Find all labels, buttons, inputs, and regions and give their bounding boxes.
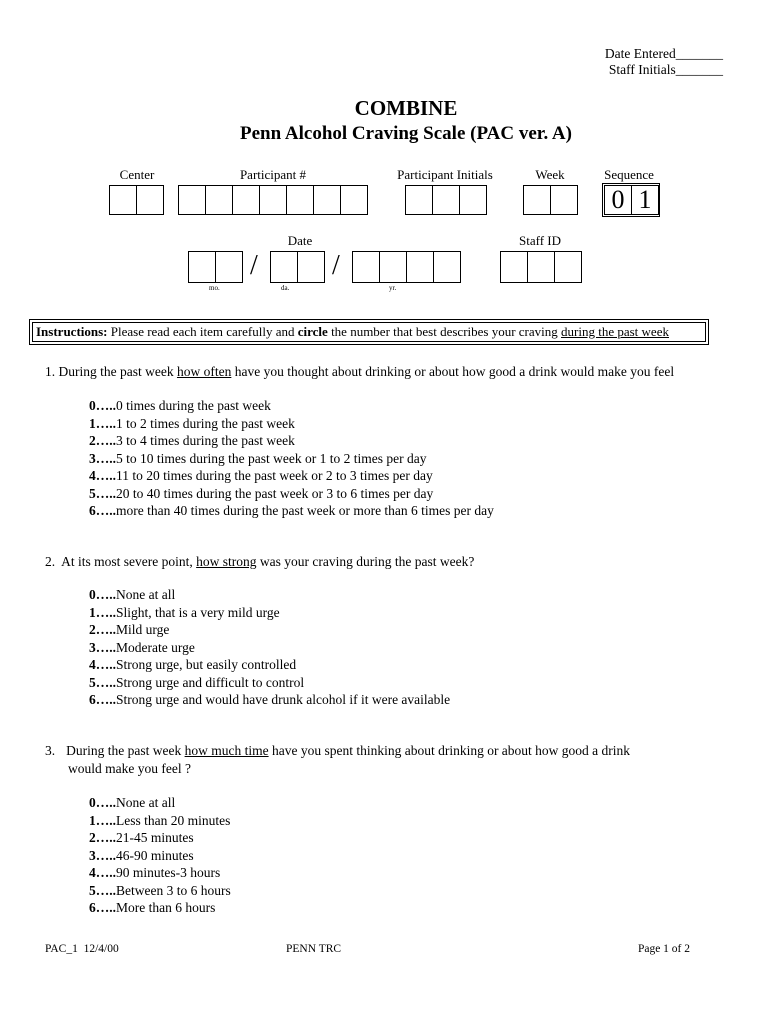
instructions-heading: Instructions: <box>36 324 108 339</box>
question-text: During the past week <box>66 743 185 758</box>
option-item[interactable]: 3…..Moderate urge <box>89 639 195 655</box>
center-boxes[interactable] <box>109 185 163 215</box>
option-item[interactable]: 2…..3 to 4 times during the past week <box>89 433 295 448</box>
instructions-circle: circle <box>297 324 328 339</box>
option-item[interactable]: 1…..Slight, that is a very mild urge <box>89 604 280 620</box>
center-label: Center <box>119 167 155 182</box>
date-label: Date <box>287 233 313 248</box>
question-1-options <box>89 397 494 520</box>
question-text: have you spent thinking about drinking or about how good a drink <box>268 743 631 758</box>
form-subtitle: Penn Alcohol Craving Scale (PAC ver. A) <box>240 123 572 144</box>
question-text-line2: would make you feel ? <box>68 761 191 776</box>
week-label: Week <box>535 167 565 182</box>
participant-num-box[interactable] <box>205 185 233 215</box>
mo-label: mo. <box>209 284 220 292</box>
day-box[interactable] <box>270 251 298 283</box>
initials-box[interactable] <box>459 185 487 215</box>
footer-right: Page 1 of 2 <box>637 943 690 955</box>
participant-initials-label: Participant Initials <box>397 167 493 182</box>
participant-num-box[interactable] <box>340 185 368 215</box>
date-slash-1: / <box>250 250 258 281</box>
option-item[interactable]: 6…..More than 6 hours <box>89 900 216 915</box>
initials-box[interactable] <box>432 185 460 215</box>
question-3-options <box>89 794 231 917</box>
option-item[interactable]: 2…..21-45 minutes <box>89 830 194 845</box>
year-box[interactable] <box>406 251 434 283</box>
staff-id-box[interactable] <box>500 251 528 283</box>
question-text: have you thought about drinking or about how good a drink would make you feel <box>231 364 675 379</box>
footer-center: PENN TRC <box>286 943 342 955</box>
footer-left: PAC_1 12/4/00 <box>45 943 119 955</box>
option-item[interactable]: 2…..Mild urge <box>89 622 170 637</box>
participant-num-box[interactable] <box>286 185 314 215</box>
year-box[interactable] <box>379 251 407 283</box>
center-box[interactable] <box>109 185 137 215</box>
month-box[interactable] <box>188 251 216 283</box>
question-3 <box>45 742 630 778</box>
participant-num-boxes[interactable] <box>178 185 367 215</box>
question-emphasis: how strong <box>196 554 257 569</box>
yr-label: yr. <box>389 284 397 292</box>
initials-box[interactable] <box>405 185 433 215</box>
year-box[interactable] <box>352 251 380 283</box>
participant-num-box[interactable] <box>178 185 206 215</box>
question-emphasis: how much time <box>184 743 269 758</box>
option-item[interactable]: 5…..Between 3 to 6 hours <box>89 882 231 898</box>
participant-num-label: Participant # <box>239 167 307 182</box>
option-item[interactable]: 0…..None at all <box>89 795 176 810</box>
question-2-options <box>89 586 450 709</box>
option-item[interactable]: 6…..more than 40 times during the past week or more than 6 times per day <box>89 503 494 518</box>
question-1 <box>45 363 674 381</box>
sequence-label: Sequence <box>604 167 654 182</box>
week-box[interactable] <box>550 185 578 215</box>
option-item[interactable]: 0…..None at all <box>89 587 176 602</box>
staff-id-box[interactable] <box>527 251 555 283</box>
date-entered-label: Date Entered_______ <box>604 46 723 61</box>
option-item[interactable]: 5…..Strong urge and difficult to control <box>89 674 305 690</box>
day-box[interactable] <box>297 251 325 283</box>
option-item[interactable]: 1…..1 to 2 times during the past week <box>89 415 295 431</box>
week-box[interactable] <box>523 185 551 215</box>
month-box[interactable] <box>215 251 243 283</box>
date-day-boxes[interactable] <box>270 251 324 283</box>
da-label: da. <box>281 284 290 292</box>
year-box[interactable] <box>433 251 461 283</box>
instructions-box <box>29 319 709 345</box>
instructions-text-2: the number that best describes your craving <box>327 324 562 339</box>
form-title: COMBINE <box>354 96 458 120</box>
admin-block <box>605 46 723 78</box>
staff-id-label: Staff ID <box>518 233 561 248</box>
option-item[interactable]: 3…..5 to 10 times during the past week or 1 to 2 times per day <box>89 450 427 466</box>
question-text: was your craving during the past week? <box>256 554 475 569</box>
participant-num-box[interactable] <box>259 185 287 215</box>
option-item[interactable]: 5…..20 to 40 times during the past week or 3 to 6 times per day <box>89 485 434 501</box>
staff-id-box[interactable] <box>554 251 582 283</box>
question-2 <box>45 553 474 571</box>
participant-num-box[interactable] <box>232 185 260 215</box>
question-text: At its most severe point, <box>55 554 197 569</box>
option-item[interactable]: 0…..0 times during the past week <box>89 398 271 413</box>
option-item[interactable]: 4…..11 to 20 times during the past week or 2 to 3 times per day <box>89 468 433 483</box>
date-slash-2: / <box>332 250 340 281</box>
option-item[interactable]: 1…..Less than 20 minutes <box>89 812 231 828</box>
sequence-box-1: 1 <box>631 185 659 215</box>
question-number: 3. <box>45 743 56 758</box>
instructions-underline: during the past week <box>561 324 669 339</box>
question-text: During the past week <box>55 364 177 379</box>
week-boxes[interactable] <box>523 185 577 215</box>
center-box[interactable] <box>136 185 164 215</box>
option-item[interactable]: 3…..46-90 minutes <box>89 847 194 863</box>
staff-id-boxes[interactable] <box>500 251 581 283</box>
date-month-boxes[interactable] <box>188 251 242 283</box>
option-item[interactable]: 4…..Strong urge, but easily controlled <box>89 657 297 672</box>
instructions-text-1: Please read each item carefully and <box>107 324 298 339</box>
question-emphasis: how often <box>176 364 232 379</box>
sequence-boxes <box>602 183 660 217</box>
participant-initials-boxes[interactable] <box>405 185 486 215</box>
question-number: 1. <box>45 364 56 379</box>
option-item[interactable]: 6…..Strong urge and would have drunk alcohol if it were available <box>89 692 451 707</box>
staff-initials-label: Staff Initials_______ <box>608 62 723 77</box>
option-item[interactable]: 4…..90 minutes-3 hours <box>89 865 221 880</box>
date-year-boxes[interactable] <box>352 251 460 283</box>
question-number: 2. <box>45 554 56 569</box>
participant-num-box[interactable] <box>313 185 341 215</box>
sequence-box-0: 0 <box>604 185 632 215</box>
